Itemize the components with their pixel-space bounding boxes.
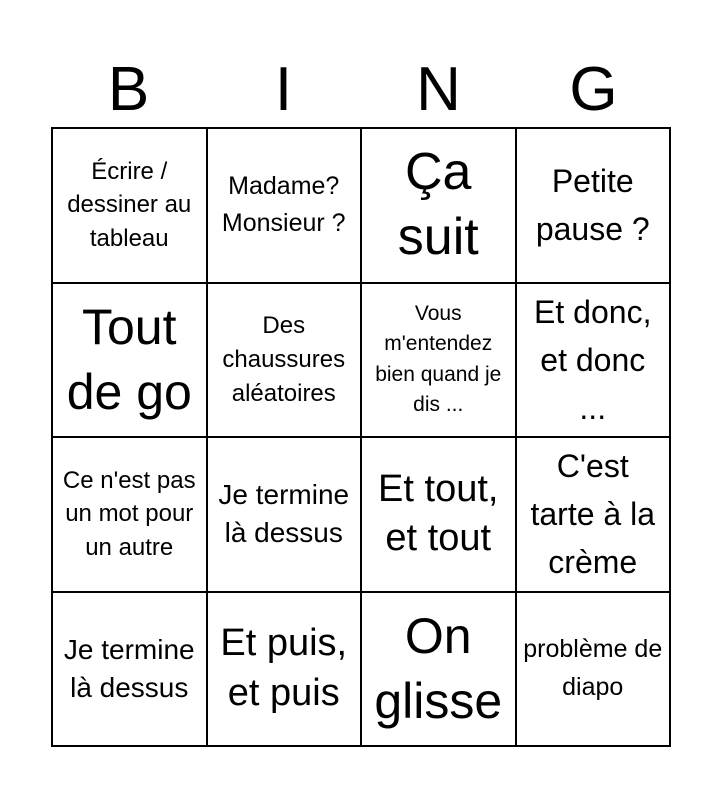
bingo-header <box>51 52 671 128</box>
bingo-cell[interactable]: Je termine là dessus <box>53 593 208 748</box>
bingo-cell[interactable]: Je termine là dessus <box>208 438 363 593</box>
bingo-cell[interactable]: C'est tarte à la crème <box>517 438 672 593</box>
bingo-card-grid <box>51 127 671 747</box>
header-letter-b: B <box>107 55 150 124</box>
bingo-cell[interactable]: On glisse <box>362 593 517 748</box>
bingo-cell[interactable]: Et donc, et donc ... <box>517 284 672 439</box>
bingo-cell[interactable]: Petite pause ? <box>517 129 672 284</box>
header-letter-g: G <box>569 55 618 124</box>
bingo-cell[interactable]: Écrire / dessiner au tableau <box>53 129 208 284</box>
bingo-cell[interactable]: Et tout, et tout <box>362 438 517 593</box>
bingo-cell[interactable]: Ça suit <box>362 129 517 284</box>
bingo-cell[interactable]: Des chaussures aléatoires <box>208 284 363 439</box>
bingo-cell[interactable]: Madame? Monsieur ? <box>208 129 363 284</box>
header-letter-n: N <box>416 55 461 124</box>
bingo-cell[interactable]: Tout de go <box>53 284 208 439</box>
header-letter-i: I <box>274 55 293 124</box>
bingo-cell[interactable]: Vous m'entendez bien quand je dis ... <box>362 284 517 439</box>
bingo-cell[interactable]: Et puis, et puis <box>208 593 363 748</box>
bingo-cell[interactable]: Ce n'est pas un mot pour un autre <box>53 438 208 593</box>
bingo-cell[interactable]: problème de diapo <box>517 593 672 748</box>
